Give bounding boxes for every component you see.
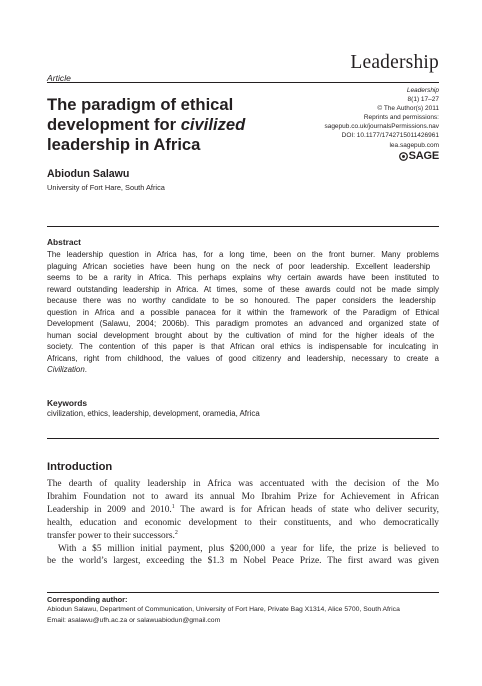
- abstract-line: society. The contention of this paper is that African oral ethics is indispensable for inculcating in: [47, 342, 439, 351]
- meta-site-link[interactable]: lea.sagepub.com: [389, 141, 439, 149]
- intro-line: With a $5 million initial payment, plus $200,000 a year for life, the prize is believed to: [58, 543, 439, 554]
- meta-journal: Leadership: [406, 87, 439, 94]
- keywords-heading: Keywords: [47, 398, 88, 408]
- abstract-line: human social development brought about by the cultivation of mind for the higher ideals of the: [47, 330, 435, 340]
- sage-logo-icon: [399, 152, 408, 161]
- footnote-ref-1[interactable]: 1: [171, 503, 175, 510]
- abstract-line: question in Africa and a possible panacea for it within the framework of the Paradigm of Ethical: [47, 307, 439, 317]
- abstract-line: because there was no worthy candidate to be so honoured. The paper considers the leadership: [47, 296, 436, 305]
- intro-line: The dearth of quality leadership in Africa was accentuated with the decision of the Mo: [47, 479, 439, 489]
- abstract-rule: [47, 226, 439, 227]
- keywords-rule: [47, 438, 439, 439]
- title-line-3: leadership in Africa: [47, 135, 201, 154]
- intro-line: [47, 504, 439, 517]
- title-line-2: development for: [47, 115, 181, 134]
- intro-line: Ibrahim Foundation not to award its annual Mo Ibrahim Prize for Achievement in African: [47, 491, 439, 502]
- author-name: Abiodun Salawu: [47, 168, 130, 180]
- meta-doi[interactable]: DOI: 10.1177/1742715011426961: [341, 132, 439, 140]
- article-type-label: Article: [47, 73, 71, 83]
- abstract-line: plaguing African societies have been hung on the neck of poor leadership. Excellent leadership: [47, 261, 431, 271]
- intro-text: transfer power to their successors.: [47, 530, 175, 541]
- intro-line: health, education and economic development to their constituents, and who democratically: [47, 517, 439, 528]
- keywords-list: civilization, ethics, leadership, development, oramedia, Africa: [47, 409, 260, 418]
- corresponding-author-details: [47, 605, 447, 626]
- meta-reprints-label: Reprints and permissions:: [363, 114, 439, 122]
- abstract-civilization: Civilization: [47, 365, 85, 374]
- abstract-line: reward outstanding leadership in Africa. At times, some of these awards could not be made simply: [47, 284, 439, 294]
- abstract-body: [47, 249, 439, 376]
- footer-rule: [47, 592, 439, 593]
- abstract-heading: Abstract: [47, 237, 81, 247]
- abstract-line: seems to be a rarity in Africa. This perhaps explains why certain awards have been instituted to: [47, 273, 439, 282]
- article-title: [47, 95, 297, 155]
- meta-volume: 8(1) 17–27: [407, 96, 439, 104]
- title-line-2-italic: civilized: [180, 115, 246, 134]
- meta-reprints-link[interactable]: sagepub.co.uk/journalsPermissions.nav: [324, 123, 439, 131]
- intro-text: Leadership in 2009 and 2010.: [47, 504, 172, 515]
- journal-name: Leadership: [350, 52, 439, 73]
- intro-text: The award is for African heads of state who deliver security,: [174, 504, 439, 515]
- author-affiliation: University of Fort Hare, South Africa: [47, 183, 165, 192]
- abstract-end: .: [84, 365, 87, 374]
- corresponding-author-heading: Corresponding author:: [47, 595, 128, 604]
- header-rule: [47, 82, 439, 83]
- introduction-body: [47, 478, 439, 568]
- footnote-ref-2[interactable]: 2: [174, 529, 178, 536]
- corresponding-author-address: Abiodun Salawu, Department of Communication, University of Fort Hare, Private Bag X1314, Alice 5700, South Africa: [47, 606, 400, 613]
- intro-line: be the world’s largest, exceeding the $1.3 m Nobel Peace Prize. The first award was given: [47, 556, 439, 567]
- abstract-line: Development (Salawu, 2004; 2006b). This paradigm promotes an advanced and organized state of: [47, 319, 439, 328]
- introduction-heading: Introduction: [47, 461, 113, 473]
- corresponding-author-email[interactable]: Email: asalawu@ufh.ac.za or salawuabiodun@gmail.com: [47, 616, 221, 624]
- intro-line: [47, 530, 439, 543]
- abstract-line: Africans, right from childhood, the values of good citizenry and leadership, necessary to create a: [47, 353, 439, 363]
- meta-copyright: © The Author(s) 2011: [377, 105, 439, 113]
- sage-logo-text: SAGE: [408, 149, 439, 162]
- title-line-1: The paradigm of ethical: [47, 95, 234, 114]
- abstract-line: The leadership question in Africa has, for a long time, been on the front burner. Many problems: [47, 250, 439, 259]
- abstract-last-line: [47, 364, 439, 376]
